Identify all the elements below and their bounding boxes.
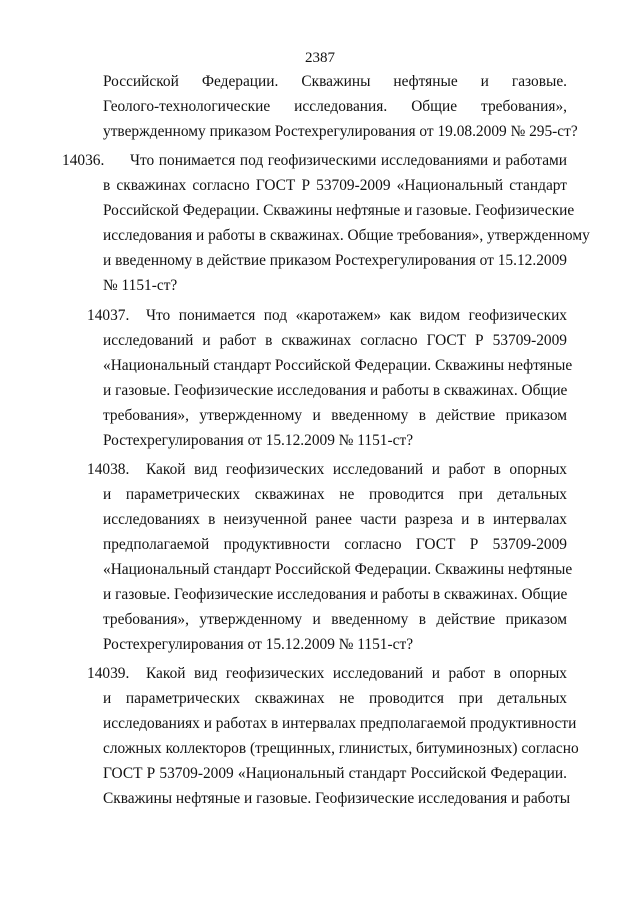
text-line: и газовые. Геофизические исследования и работы в скважинах. Общие <box>103 382 568 399</box>
text-line: требования», утвержденному и введенному в действие приказом <box>103 611 567 628</box>
text-line: № 1151-ст? <box>103 277 178 294</box>
text-line: «Национальный стандарт Российской Федерации. Скважины нефтяные <box>103 561 573 578</box>
text-line: и газовые. Геофизические исследования и работы в скважинах. Общие <box>103 586 568 603</box>
text-line: в скважинах согласно ГОСТ Р 53709-2009 «Национальный стандарт <box>103 177 567 194</box>
question-number: 14039. <box>87 665 130 682</box>
text-line: предполагаемой продуктивности согласно ГОСТ Р 53709-2009 <box>103 536 567 553</box>
question-number: 14037. <box>87 307 130 324</box>
text-line: сложных коллекторов (трещинных, глинистых, битуминозных) согласно <box>103 740 579 757</box>
page-number: 2387 <box>305 50 335 66</box>
text-line: Российской Федерации. Скважины нефтяные и газовые. <box>103 73 567 90</box>
text-line: Ростехрегулирования от 15.12.2009 № 1151-ст? <box>103 432 414 449</box>
text-line: Российской Федерации. Скважины нефтяные и газовые. Геофизические <box>103 202 575 219</box>
text-line: исследования и работы в скважинах. Общие требования», утвержденному <box>103 227 590 244</box>
text-line: Что понимается под «каротажем» как видом геофизических <box>146 307 567 324</box>
text-line: утвержденному приказом Ростехрегулирования от 19.08.2009 № 295-ст? <box>103 123 578 140</box>
text-line: исследованиях и работах в интервалах предполагаемой продуктивности <box>103 715 577 732</box>
text-line: «Национальный стандарт Российской Федерации. Скважины нефтяные <box>103 357 573 374</box>
text-line: исследований и работ в скважинах согласно ГОСТ Р 53709-2009 <box>103 332 567 349</box>
text-line: Что понимается под геофизическими исследованиями и работами <box>130 152 567 169</box>
text-line: и параметрических скважинах не проводится при детальных <box>103 486 567 503</box>
text-line: Какой вид геофизических исследований и работ в опорных <box>146 461 567 478</box>
text-line: требования», утвержденному и введенному в действие приказом <box>103 407 567 424</box>
text-line: и параметрических скважинах не проводится при детальных <box>103 690 567 707</box>
question-number: 14038. <box>87 461 130 478</box>
text-line: Скважины нефтяные и газовые. Геофизические исследования и работы <box>103 790 571 807</box>
text-line: исследованиях в неизученной ранее части разреза и в интервалах <box>103 511 567 528</box>
text-line: ГОСТ Р 53709-2009 «Национальный стандарт Российской Федерации. <box>103 765 567 782</box>
text-line: и введенному в действие приказом Ростехрегулирования от 15.12.2009 <box>103 252 567 269</box>
question-number: 14036. <box>62 152 105 169</box>
text-line: Какой вид геофизических исследований и работ в опорных <box>146 665 567 682</box>
text-line: Геолого-технологические исследования. Общие требования», <box>103 98 567 115</box>
text-line: Ростехрегулирования от 15.12.2009 № 1151-ст? <box>103 636 414 653</box>
